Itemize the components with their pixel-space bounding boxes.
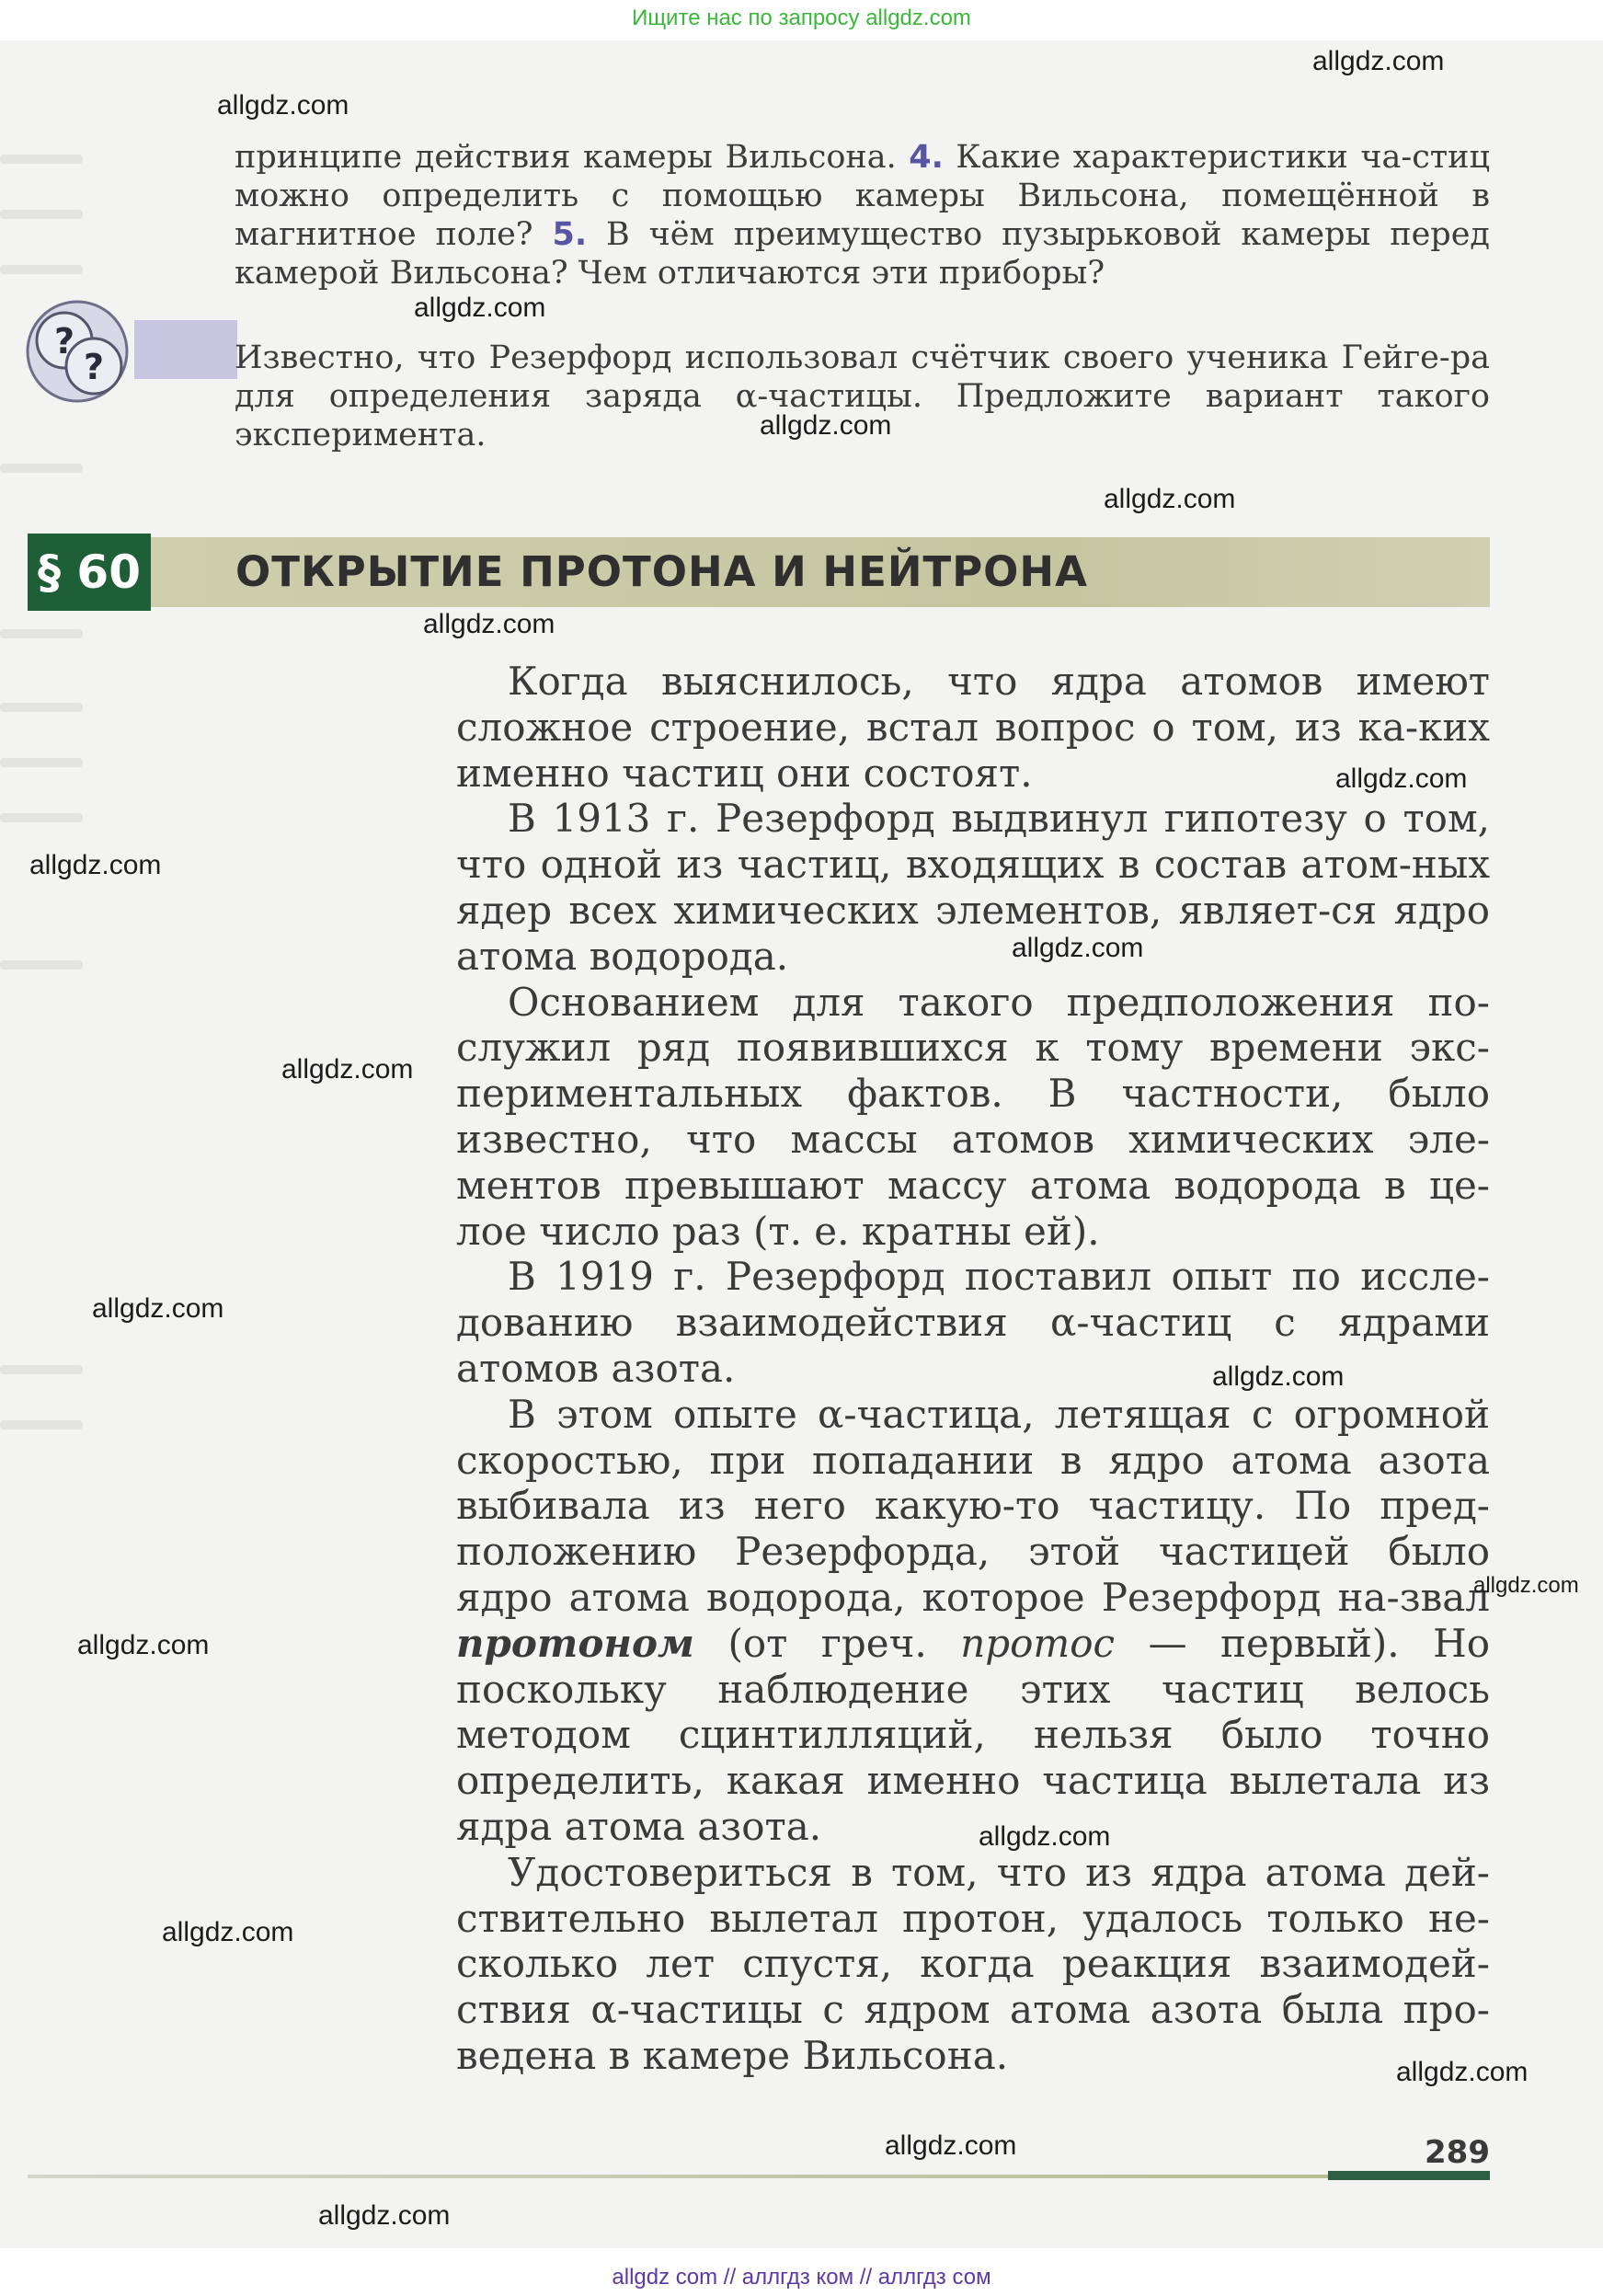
svg-text:?: ? bbox=[53, 321, 75, 362]
watermark: allgdz.com bbox=[318, 2200, 451, 2231]
bleed-through-mark bbox=[0, 265, 83, 274]
section-number: § 60 bbox=[28, 534, 151, 611]
bleed-through-mark bbox=[0, 703, 83, 712]
watermark: allgdz.com bbox=[1212, 1361, 1345, 1392]
watermark: allgdz.com bbox=[162, 1917, 294, 1947]
question-number: 4. bbox=[909, 139, 944, 176]
bleed-through-mark bbox=[0, 1365, 83, 1374]
top-banner[interactable]: Ищите нас по запросу allgdz.com bbox=[632, 6, 971, 30]
watermark: allgdz.com bbox=[29, 850, 162, 880]
bleed-through-mark bbox=[0, 210, 83, 219]
question-marks-icon bbox=[24, 296, 134, 407]
svg-text:?: ? bbox=[83, 347, 105, 387]
watermark: allgdz.com bbox=[760, 410, 892, 441]
watermark: allgdz.com bbox=[281, 1054, 414, 1085]
puzzle-stripe bbox=[134, 320, 237, 379]
question-text: Какие характеристики ча-стиц можно определить с помощью камеры Вильсона, помещённой в магнитное поле? bbox=[235, 139, 1490, 253]
paragraph: В 1919 г. Резерфорд поставил опыт по иссле-дованию взаимодействия α-частиц с ядрами атомов азота. bbox=[456, 1254, 1490, 1391]
paragraph bbox=[456, 1392, 1490, 1850]
puzzle-task: Известно, что Резерфорд использовал счётчик своего ученика Гейге-ра для определения заряда α-частицы. Предложите вариант такого эксперимента. bbox=[235, 339, 1490, 453]
paragraph-text: В этом опыте α-частица, летящая с огромной скоростью, при попадании в ядро атома азота выбивала из него какую-то частицу. По пред-положению Резерфорда, этой частицей было ядро атома водорода, которое Резерфорд на-звал bbox=[456, 1391, 1490, 1620]
watermark: allgdz.com bbox=[1104, 484, 1236, 514]
section-title: ОТКРЫТИЕ ПРОТОНА И НЕЙТРОНА bbox=[235, 547, 1088, 596]
bleed-through-mark bbox=[0, 464, 83, 473]
page-number: 289 bbox=[1425, 2134, 1490, 2171]
review-questions bbox=[235, 138, 1490, 293]
paragraph-text: — первый). Но поскольку наблюдение этих частиц велось методом сцинтилляций, нельзя было точно определить, какая именно частица вылетала из ядра атома азота. bbox=[456, 1620, 1490, 1849]
watermark: allgdz.com bbox=[979, 1821, 1111, 1852]
watermark: allgdz.com bbox=[885, 2130, 1017, 2161]
key-term: протоном bbox=[456, 1620, 694, 1666]
watermark: allgdz.com bbox=[1335, 763, 1468, 794]
watermark: allgdz.com bbox=[1012, 933, 1144, 963]
footer-rule-accent bbox=[1328, 2171, 1490, 2180]
bleed-through-mark bbox=[0, 758, 83, 767]
watermark: allgdz.com bbox=[1396, 2057, 1529, 2087]
question-text: В чём преимущество пузырьковой камеры перед камерой Вильсона? Чем отличаются эти приборы? bbox=[235, 216, 1490, 292]
watermark: allgdz.com bbox=[77, 1630, 210, 1660]
watermark: allgdz.com bbox=[423, 609, 555, 639]
bleed-through-mark bbox=[0, 155, 83, 164]
paragraph: В 1913 г. Резерфорд выдвинул гипотезу о том, что одной из частиц, входящих в состав атом-ных ядер всех химических элементов, являет-ся ядро атома водорода. bbox=[456, 796, 1490, 979]
paragraph: Удостовериться в том, что из ядра атома дей-ствительно вылетал протон, удалось только не-сколько лет спустя, когда реакция взаимодей-ствия α-частицы с ядром атома азота была про-ведена в камере Вильсона. bbox=[456, 1849, 1490, 2078]
bleed-through-mark bbox=[0, 629, 83, 638]
watermark: allgdz.com bbox=[414, 293, 546, 323]
watermark: allgdz.com bbox=[1312, 46, 1445, 76]
watermark: allgdz.com bbox=[217, 90, 349, 121]
paragraph: Когда выяснилось, что ядра атомов имеют сложное строение, встал вопрос о том, из ка-ких именно частиц они состоят. bbox=[456, 659, 1490, 796]
bleed-through-mark bbox=[0, 960, 83, 970]
bleed-through-mark bbox=[0, 813, 83, 822]
bleed-through-mark bbox=[0, 1420, 83, 1429]
paragraph-text: (от греч. bbox=[727, 1620, 927, 1666]
watermark: allgdz.com bbox=[92, 1293, 224, 1324]
question-number: 5. bbox=[552, 216, 588, 253]
bottom-banner[interactable]: allgdz com // аллгдз ком // аллгдз сом bbox=[612, 2265, 991, 2290]
watermark: allgdz.com bbox=[1473, 1573, 1579, 1598]
footer-rule bbox=[28, 2175, 1328, 2178]
greek-word: протос bbox=[960, 1620, 1116, 1666]
question-text: принципе действия камеры Вильсона. bbox=[235, 139, 897, 176]
paragraph: Основанием для такого предположения по-служил ряд появившихся к тому времени экс-периментальных фактов. В частности, было известно, что массы атомов химических эле-ментов превышают массу атома водорода в це-лое число раз (т. е. кратны ей). bbox=[456, 979, 1490, 1254]
